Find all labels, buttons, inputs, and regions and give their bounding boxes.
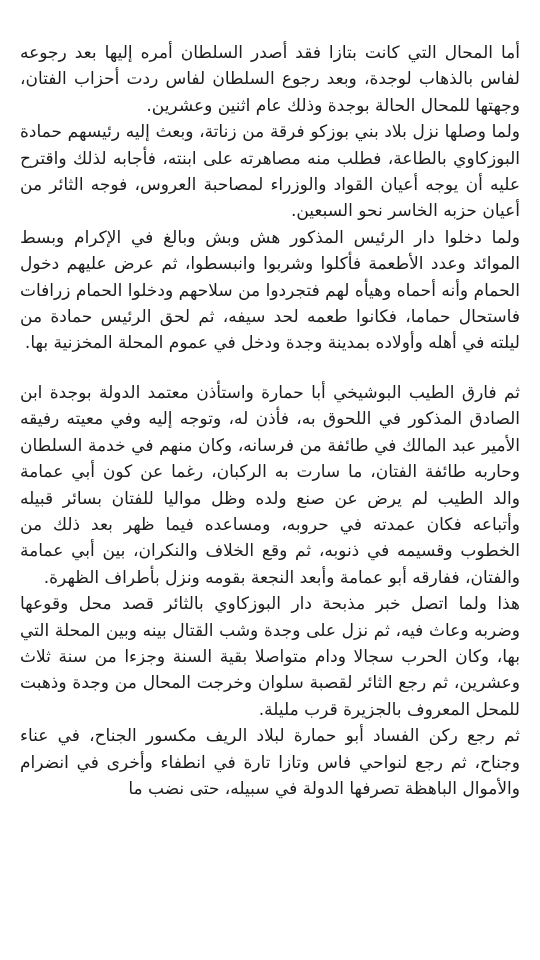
paragraph-4: ثم فارق الطيب البوشيخي أبا حمارة واستأذن معتمد الدولة بوجدة ابن الصادق المذكور في اللحوق به، فأذن له، وتوجه إليه وفي معيته رفيقه الأمير عبد المالك في طائفة من فرسانه، وكان منهم في خدمة السلطان وحاربه طائفة الفتان، ما سارت به الركبان، رغما عن كون أبي عمامة والد الطيب لم يرض عن صنع ولده وظل مواليا للفتان بسائر قبيله وأتباعه فكان عمدته في حروبه، ومساعده فيما ظهر بعد ذلك من الخطوب وقسيمه في ذنوبه، ثم وقع الخلاف والنكران، بين أبي عمامة والفتان، ففارقه أبو عمامة وأبعد النجعة بقومه ونزل بأطراف الظهرة.: [20, 382, 520, 588]
paragraph-1: أما المحال التي كانت بتازا فقد أصدر السلطان أمره إليها بعد رجوعه لفاس بالذهاب لوجدة، وبعد رجوع السلطان لفاس ردت أحزاب الفتان، وجهتها للمحال الحالة بوجدة وذلك عام اثنين وعشرين.: [20, 43, 520, 116]
paragraph-3: ولما دخلوا دار الرئيس المذكور هش وبش وبالغ في الإكرام وبسط الموائد وعدد الأطعمة فأكلوا وشربوا وانبسطوا، ثم عرض عليهم دخول الحمام وأنه أحماه وهيأه لهم فتجردوا من سلاحهم ودخلوا الحمام زرافات فاستحال حماما، فكانوا طعمه لحد سيفه، ثم لحق الرئيس حمادة من ليلته في أهله وأولاده بمدينة وجدة ودخل في عموم المحلة المخزنية بها.: [20, 227, 520, 354]
paragraph-2: ولما وصلها نزل بلاد بني بوزكو فرقة من زناتة، وبعث إليه رئيسهم حمادة البوزكاوي بالطاعة، فطلب منه مصاهرته على ابنته، فأجابه لذلك واقترح عليه أن يوجه أعيان القواد والوزراء لمصاحبة العروس، فوجه الثائر من أعيان حزبه الخاسر نحو السبعين.: [20, 122, 520, 222]
paragraph-5: هذا ولما اتصل خبر مذبحة دار البوزكاوي بالثائر قصد محل وقوعها وضربه وعاث فيه، ثم نزل على وجدة وشب القتال بينه وبين المحلة التي بها، وكان الحرب سجالا ودام متواصلا بقية السنة وجزءا من سنة ثلاث وعشرين، ثم رجع الثائر لقصبة سلوان وخرجت المحال من وجدة وذهبت للمحل المعروف بالجزيرة قرب مليلة.: [20, 594, 520, 720]
paragraph-gap: [20, 357, 520, 380]
paragraph-6: ثم رجع ركن الفساد أبو حمارة لبلاد الريف مكسور الجناح، في عناء وجناح، ثم رجع لنواحي فاس وتازا تارة في انطفاء وأخرى في انضرام والأموال الباهظة تصرفها الدولة في سبيله، حتى نضب ما: [20, 726, 520, 799]
